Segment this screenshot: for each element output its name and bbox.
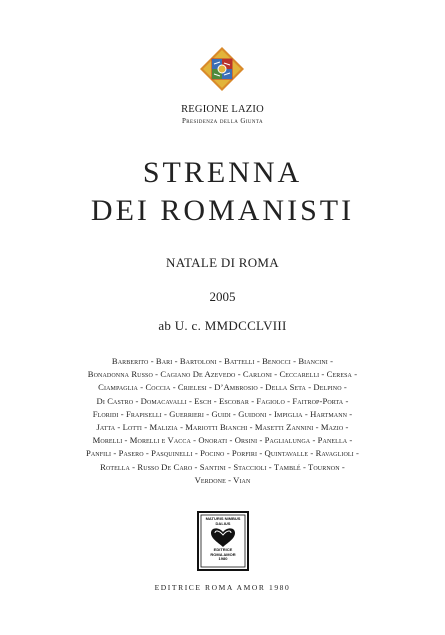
seal-motto <box>197 517 249 526</box>
authors-line: Barberito - Bari - Bartoloni - Battelli - Benocci - Biancini - <box>111 356 334 366</box>
seal-imprint <box>197 548 249 562</box>
seal-motto-line: DALIUS <box>215 520 231 526</box>
seal-imprint-line: 1980 <box>218 556 228 562</box>
regione-lazio-emblem-icon <box>199 46 245 92</box>
seal-motto-line: MATURIS NIMBUS <box>205 516 241 521</box>
region-name: REGIONE LAZIO <box>181 104 264 115</box>
subtitle: NATALE DI ROMA <box>166 255 279 270</box>
year: 2005 <box>209 289 236 304</box>
title-line-2: DEI ROMANISTI <box>90 194 355 227</box>
seal-imprint-line: ROMA AMOR <box>210 551 236 557</box>
authors-list <box>52 355 393 487</box>
authors-line: Bonadonna Russo - Cagiano De Azevedo - Carloni - Ceccarelli - Ceresa - <box>87 369 358 380</box>
authors-line: Morelli - Morelli e Vacca - Onorati - Orsini - Paglialunga - Panella - <box>92 435 353 446</box>
authors-line: Di Castro - Domacavalli - Esch - Escobar - Fagiolo - Faitrop-Porta - <box>96 395 349 406</box>
authors-line: Panfili - Pasero - Pasquinelli - Pocino - Porfiri - Quintavalle - Ravaglioli - <box>85 448 359 459</box>
seal-imprint-line: EDITRICE <box>213 547 233 552</box>
authors-line: Ciampaglia - Coccia - Crielesi - D’Ambrosio - Della Seta - Delpino - <box>98 382 347 393</box>
publisher-line: EDITRICE ROMA AMOR 1980 <box>154 583 291 592</box>
title-line-1: STRENNA <box>142 156 303 189</box>
ab-urbe-condita: ab U. c. MMDCCLVIII <box>158 318 287 333</box>
authors-line: Floridi - Frapiselli - Guerrieri - Guidi - Guidoni - Impiglia - Hartmann - <box>92 408 353 419</box>
authors-line: Jatta - Lotti - Malizia - Mariotti Bianchi - Masetti Zannini - Mazio - <box>96 422 349 433</box>
region-subtitle: Presidenza della Giunta <box>182 117 263 125</box>
authors-line: Verdone - Vian <box>194 474 251 485</box>
authors-line: Rotella - Russo De Caro - Santini - Staccioli - Tamblé - Tournon - <box>100 461 345 472</box>
